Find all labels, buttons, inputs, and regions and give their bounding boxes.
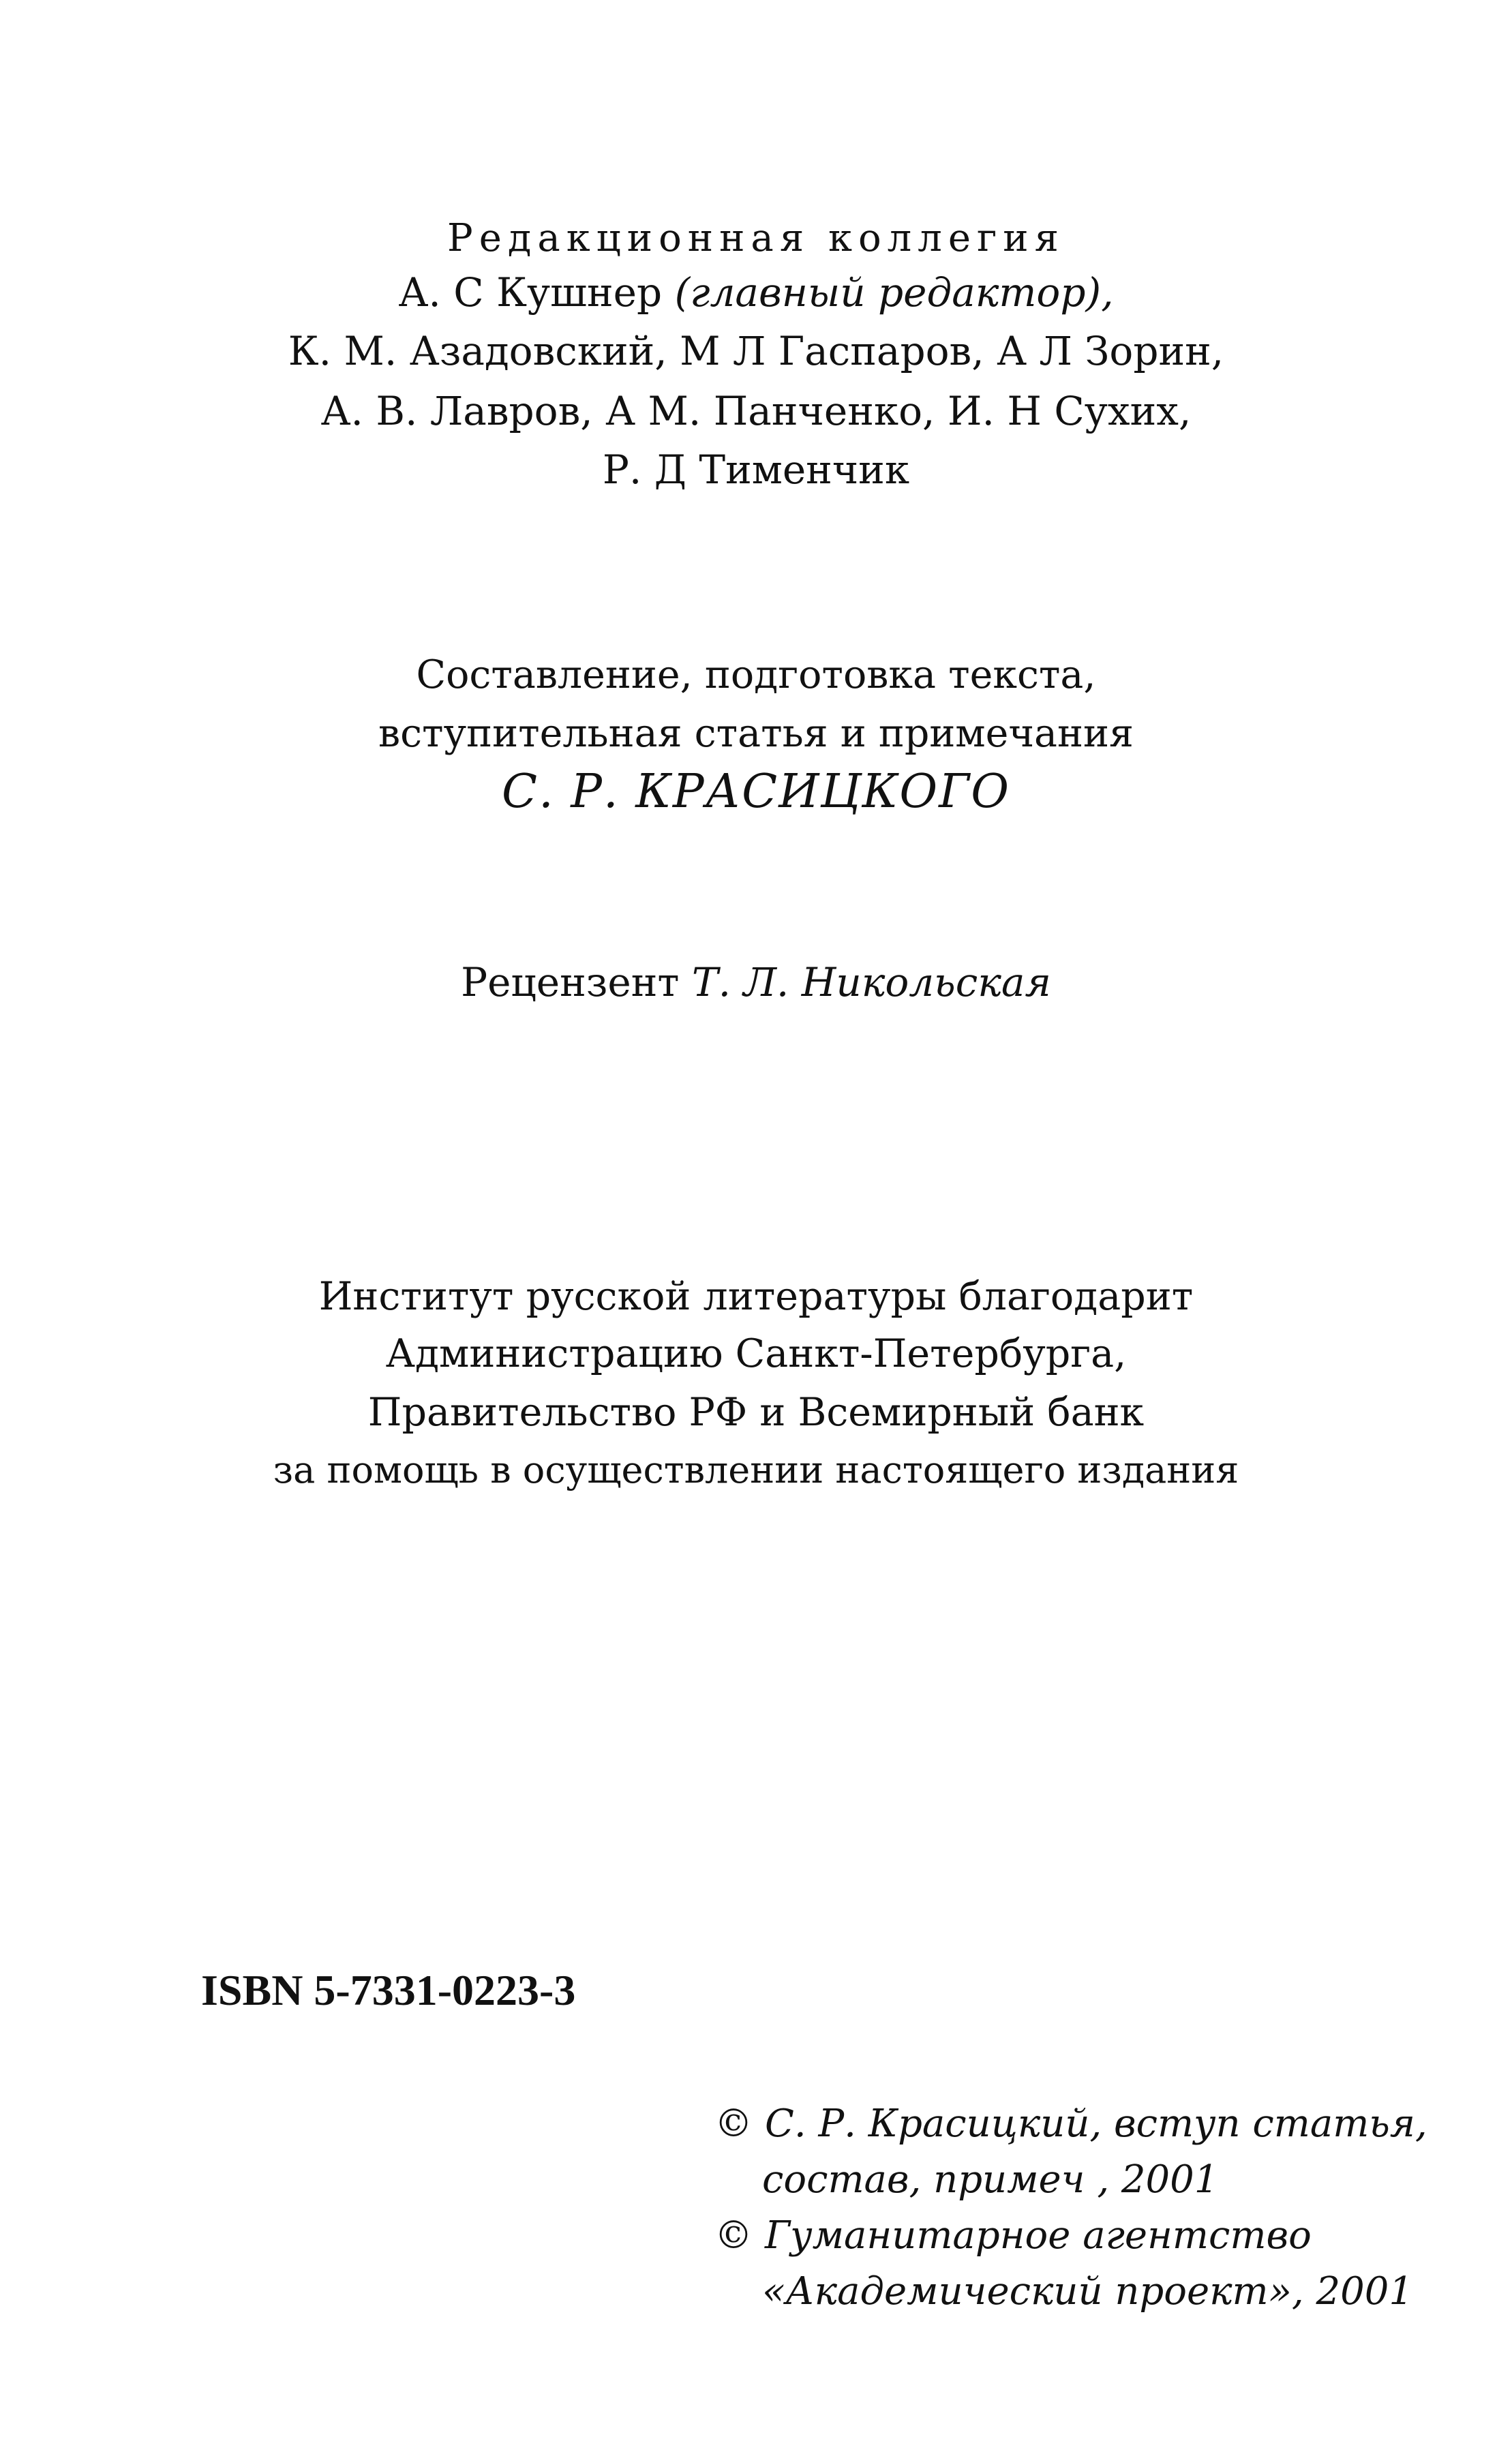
board-members-line-2: А. В. Лавров, А М. Панченко, И. Н Сухих,	[320, 388, 1192, 434]
compilation-line-1: Составление, подготовка текста,	[416, 652, 1096, 697]
board-members-line-1: К. М. Азадовский, М Л Гаспаров, А Л Зорин,	[288, 328, 1224, 374]
isbn: ISBN 5-7331-0223-3	[201, 1966, 576, 2014]
chief-editor-role: (главный редактор),	[674, 269, 1114, 316]
editorial-board-heading: Редакционная коллегия	[447, 216, 1065, 260]
copyright-entry-2-text: Гуманитарное агентство	[765, 2213, 1312, 2258]
compilation-line-2: вступительная статья и примечания	[378, 711, 1134, 756]
copyright-entry-2-continued: «Академический проект», 2001	[762, 2269, 1414, 2314]
reviewer-line	[0, 959, 1512, 1005]
reviewer-label: Рецензент	[461, 959, 680, 1005]
chief-editor-line	[0, 269, 1512, 316]
copyright-symbol: ©	[714, 2102, 753, 2146]
chief-editor-name: А. С Кушнер	[398, 269, 663, 316]
copyright-entry-1-text: С. Р. Красицкий, вступ статья,	[765, 2102, 1427, 2146]
copyright-symbol: ©	[714, 2213, 753, 2258]
acknowledgement-line-3: Правительство РФ и Всемирный банк	[367, 1390, 1145, 1435]
acknowledgement-line-4: за помощь в осуществлении настоящего издания	[273, 1449, 1239, 1491]
copyright-entry-1	[714, 2102, 1427, 2146]
reviewer-name: Т. Л. Никольская	[691, 959, 1051, 1005]
board-members-line-3: Р. Д Тименчик	[602, 446, 910, 493]
copyright-entry-2	[714, 2213, 1312, 2258]
compiler-name: С. Р. КРАСИЦКОГО	[502, 765, 1010, 819]
copyright-entry-1-continued: состав, примеч , 2001	[762, 2157, 1219, 2202]
acknowledgement-line-2: Администрацию Санкт-Петербурга,	[385, 1331, 1127, 1376]
acknowledgement-line-1: Институт русской литературы благодарит	[318, 1274, 1194, 1319]
